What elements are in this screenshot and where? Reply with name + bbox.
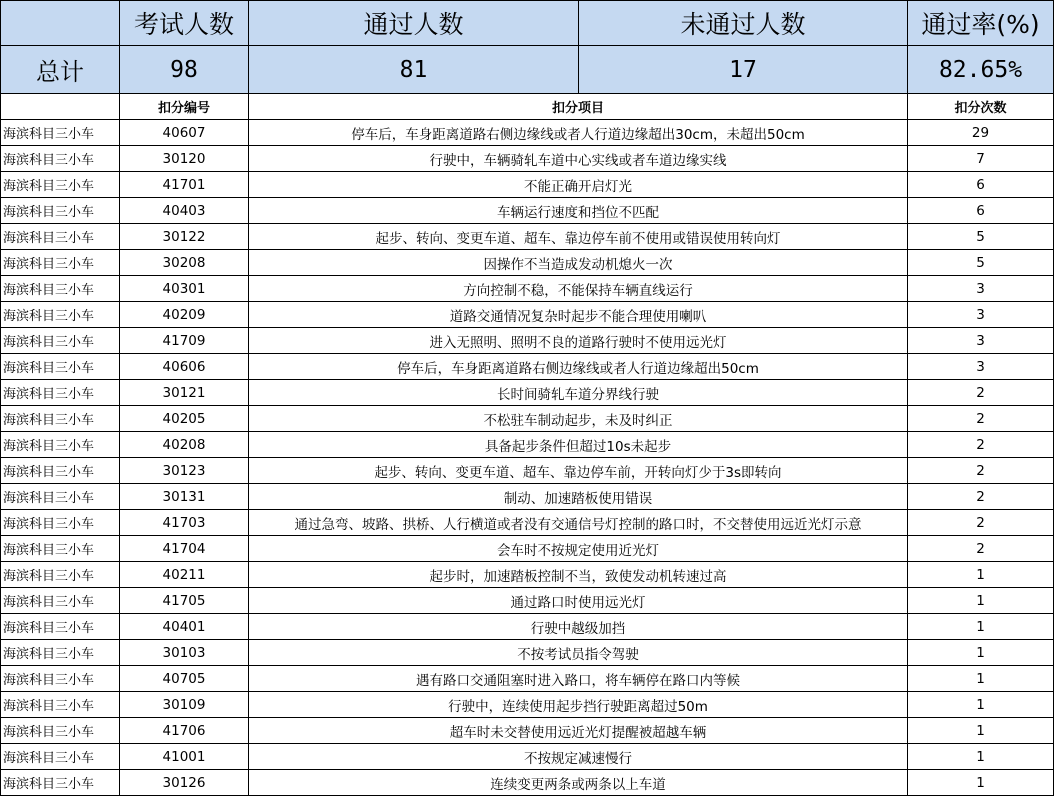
row-subject: 海滨科目三小车 bbox=[1, 328, 120, 354]
row-times: 7 bbox=[908, 146, 1054, 172]
row-times: 1 bbox=[908, 666, 1054, 692]
row-item: 行驶中越级加挡 bbox=[249, 614, 908, 640]
row-code: 30122 bbox=[120, 224, 249, 250]
row-code: 30208 bbox=[120, 250, 249, 276]
row-code: 40705 bbox=[120, 666, 249, 692]
row-subject: 海滨科目三小车 bbox=[1, 588, 120, 614]
row-times: 1 bbox=[908, 640, 1054, 666]
row-code: 40209 bbox=[120, 302, 249, 328]
table-row bbox=[1, 354, 1054, 380]
column-header-code: 扣分编号 bbox=[120, 94, 249, 120]
row-code: 30109 bbox=[120, 692, 249, 718]
column-header-subject bbox=[1, 94, 120, 120]
row-subject: 海滨科目三小车 bbox=[1, 484, 120, 510]
row-item: 长时间骑轧车道分界线行驶 bbox=[249, 380, 908, 406]
table-row bbox=[1, 588, 1054, 614]
row-code: 30123 bbox=[120, 458, 249, 484]
row-times: 2 bbox=[908, 536, 1054, 562]
row-times: 2 bbox=[908, 510, 1054, 536]
table-row bbox=[1, 406, 1054, 432]
row-subject: 海滨科目三小车 bbox=[1, 614, 120, 640]
row-times: 1 bbox=[908, 744, 1054, 770]
table-row bbox=[1, 276, 1054, 302]
row-item: 不按考试员指令驾驶 bbox=[249, 640, 908, 666]
table-row bbox=[1, 484, 1054, 510]
row-subject: 海滨科目三小车 bbox=[1, 562, 120, 588]
row-subject: 海滨科目三小车 bbox=[1, 458, 120, 484]
table-row bbox=[1, 328, 1054, 354]
column-header-row bbox=[1, 94, 1054, 120]
table-row bbox=[1, 432, 1054, 458]
table-row bbox=[1, 120, 1054, 146]
row-subject: 海滨科目三小车 bbox=[1, 354, 120, 380]
row-code: 30131 bbox=[120, 484, 249, 510]
row-times: 1 bbox=[908, 588, 1054, 614]
row-subject: 海滨科目三小车 bbox=[1, 146, 120, 172]
row-item: 行驶中，连续使用起步挡行驶距离超过50m bbox=[249, 692, 908, 718]
total-pass-count: 81 bbox=[249, 46, 579, 94]
row-code: 30120 bbox=[120, 146, 249, 172]
row-subject: 海滨科目三小车 bbox=[1, 250, 120, 276]
row-times: 1 bbox=[908, 718, 1054, 744]
summary-header-blank bbox=[1, 1, 120, 46]
row-times: 29 bbox=[908, 120, 1054, 146]
table-row bbox=[1, 198, 1054, 224]
row-code: 41704 bbox=[120, 536, 249, 562]
row-subject: 海滨科目三小车 bbox=[1, 640, 120, 666]
row-item: 超车时未交替使用远近光灯提醒被超越车辆 bbox=[249, 718, 908, 744]
row-code: 40401 bbox=[120, 614, 249, 640]
summary-total-row bbox=[1, 46, 1054, 94]
table-row bbox=[1, 250, 1054, 276]
row-subject: 海滨科目三小车 bbox=[1, 224, 120, 250]
column-header-item: 扣分项目 bbox=[249, 94, 908, 120]
row-times: 5 bbox=[908, 250, 1054, 276]
header-fail-count: 未通过人数 bbox=[579, 1, 908, 46]
row-subject: 海滨科目三小车 bbox=[1, 120, 120, 146]
total-exam-count: 98 bbox=[120, 46, 249, 94]
row-times: 1 bbox=[908, 614, 1054, 640]
row-item: 不松驻车制动起步，未及时纠正 bbox=[249, 406, 908, 432]
row-item: 会车时不按规定使用近光灯 bbox=[249, 536, 908, 562]
table-row bbox=[1, 640, 1054, 666]
row-times: 5 bbox=[908, 224, 1054, 250]
table-row bbox=[1, 146, 1054, 172]
row-item: 不能正确开启灯光 bbox=[249, 172, 908, 198]
table-row bbox=[1, 614, 1054, 640]
row-subject: 海滨科目三小车 bbox=[1, 770, 120, 796]
table-row bbox=[1, 172, 1054, 198]
table-row bbox=[1, 224, 1054, 250]
row-times: 2 bbox=[908, 406, 1054, 432]
row-code: 40301 bbox=[120, 276, 249, 302]
row-subject: 海滨科目三小车 bbox=[1, 432, 120, 458]
row-code: 41709 bbox=[120, 328, 249, 354]
row-code: 40211 bbox=[120, 562, 249, 588]
row-subject: 海滨科目三小车 bbox=[1, 302, 120, 328]
summary-header-row bbox=[1, 1, 1054, 46]
row-times: 3 bbox=[908, 276, 1054, 302]
row-item: 通过路口时使用远光灯 bbox=[249, 588, 908, 614]
row-item: 进入无照明、照明不良的道路行驶时不使用远光灯 bbox=[249, 328, 908, 354]
row-code: 41001 bbox=[120, 744, 249, 770]
row-code: 40205 bbox=[120, 406, 249, 432]
row-item: 起步时，加速踏板控制不当，致使发动机转速过高 bbox=[249, 562, 908, 588]
row-code: 40606 bbox=[120, 354, 249, 380]
row-code: 40607 bbox=[120, 120, 249, 146]
header-pass-count: 通过人数 bbox=[249, 1, 579, 46]
row-code: 40403 bbox=[120, 198, 249, 224]
row-item: 车辆运行速度和挡位不匹配 bbox=[249, 198, 908, 224]
row-subject: 海滨科目三小车 bbox=[1, 406, 120, 432]
row-item: 制动、加速踏板使用错误 bbox=[249, 484, 908, 510]
table-row bbox=[1, 302, 1054, 328]
table-row bbox=[1, 770, 1054, 796]
row-item: 不按规定减速慢行 bbox=[249, 744, 908, 770]
row-item: 道路交通情况复杂时起步不能合理使用喇叭 bbox=[249, 302, 908, 328]
row-times: 6 bbox=[908, 172, 1054, 198]
column-header-times: 扣分次数 bbox=[908, 94, 1054, 120]
row-code: 41705 bbox=[120, 588, 249, 614]
row-item: 通过急弯、坡路、拱桥、人行横道或者没有交通信号灯控制的路口时，不交替使用远近光灯示意 bbox=[249, 510, 908, 536]
row-times: 3 bbox=[908, 328, 1054, 354]
row-times: 3 bbox=[908, 302, 1054, 328]
row-item: 起步、转向、变更车道、超车、靠边停车前不使用或错误使用转向灯 bbox=[249, 224, 908, 250]
row-times: 3 bbox=[908, 354, 1054, 380]
table-row bbox=[1, 380, 1054, 406]
row-subject: 海滨科目三小车 bbox=[1, 198, 120, 224]
total-fail-count: 17 bbox=[579, 46, 908, 94]
header-exam-count: 考试人数 bbox=[120, 1, 249, 46]
row-code: 30103 bbox=[120, 640, 249, 666]
row-subject: 海滨科目三小车 bbox=[1, 276, 120, 302]
row-times: 1 bbox=[908, 562, 1054, 588]
row-code: 30126 bbox=[120, 770, 249, 796]
total-pass-rate: 82.65% bbox=[908, 46, 1054, 94]
row-subject: 海滨科目三小车 bbox=[1, 744, 120, 770]
row-item: 停车后，车身距离道路右侧边缘线或者人行道边缘超出30cm，未超出50cm bbox=[249, 120, 908, 146]
row-subject: 海滨科目三小车 bbox=[1, 536, 120, 562]
table-row bbox=[1, 536, 1054, 562]
row-times: 1 bbox=[908, 692, 1054, 718]
row-times: 1 bbox=[908, 770, 1054, 796]
row-times: 2 bbox=[908, 380, 1054, 406]
table-row bbox=[1, 718, 1054, 744]
header-pass-rate: 通过率(%) bbox=[908, 1, 1054, 46]
row-subject: 海滨科目三小车 bbox=[1, 666, 120, 692]
row-code: 40208 bbox=[120, 432, 249, 458]
row-item: 行驶中，车辆骑轧车道中心实线或者车道边缘实线 bbox=[249, 146, 908, 172]
row-subject: 海滨科目三小车 bbox=[1, 172, 120, 198]
row-subject: 海滨科目三小车 bbox=[1, 692, 120, 718]
row-item: 因操作不当造成发动机熄火一次 bbox=[249, 250, 908, 276]
row-times: 2 bbox=[908, 484, 1054, 510]
row-item: 连续变更两条或两条以上车道 bbox=[249, 770, 908, 796]
row-item: 遇有路口交通阻塞时进入路口，将车辆停在路口内等候 bbox=[249, 666, 908, 692]
table-row bbox=[1, 692, 1054, 718]
row-item: 起步、转向、变更车道、超车、靠边停车前，开转向灯少于3s即转向 bbox=[249, 458, 908, 484]
row-code: 41703 bbox=[120, 510, 249, 536]
row-subject: 海滨科目三小车 bbox=[1, 510, 120, 536]
total-label: 总计 bbox=[1, 46, 120, 94]
row-code: 30121 bbox=[120, 380, 249, 406]
row-item: 方向控制不稳，不能保持车辆直线运行 bbox=[249, 276, 908, 302]
row-times: 6 bbox=[908, 198, 1054, 224]
table-row bbox=[1, 510, 1054, 536]
table-row bbox=[1, 666, 1054, 692]
row-item: 具备起步条件但超过10s未起步 bbox=[249, 432, 908, 458]
row-times: 2 bbox=[908, 432, 1054, 458]
row-code: 41701 bbox=[120, 172, 249, 198]
row-subject: 海滨科目三小车 bbox=[1, 718, 120, 744]
row-times: 2 bbox=[908, 458, 1054, 484]
table-row bbox=[1, 458, 1054, 484]
row-code: 41706 bbox=[120, 718, 249, 744]
table-row bbox=[1, 562, 1054, 588]
row-item: 停车后，车身距离道路右侧边缘线或者人行道边缘超出50cm bbox=[249, 354, 908, 380]
table-row bbox=[1, 744, 1054, 770]
row-subject: 海滨科目三小车 bbox=[1, 380, 120, 406]
